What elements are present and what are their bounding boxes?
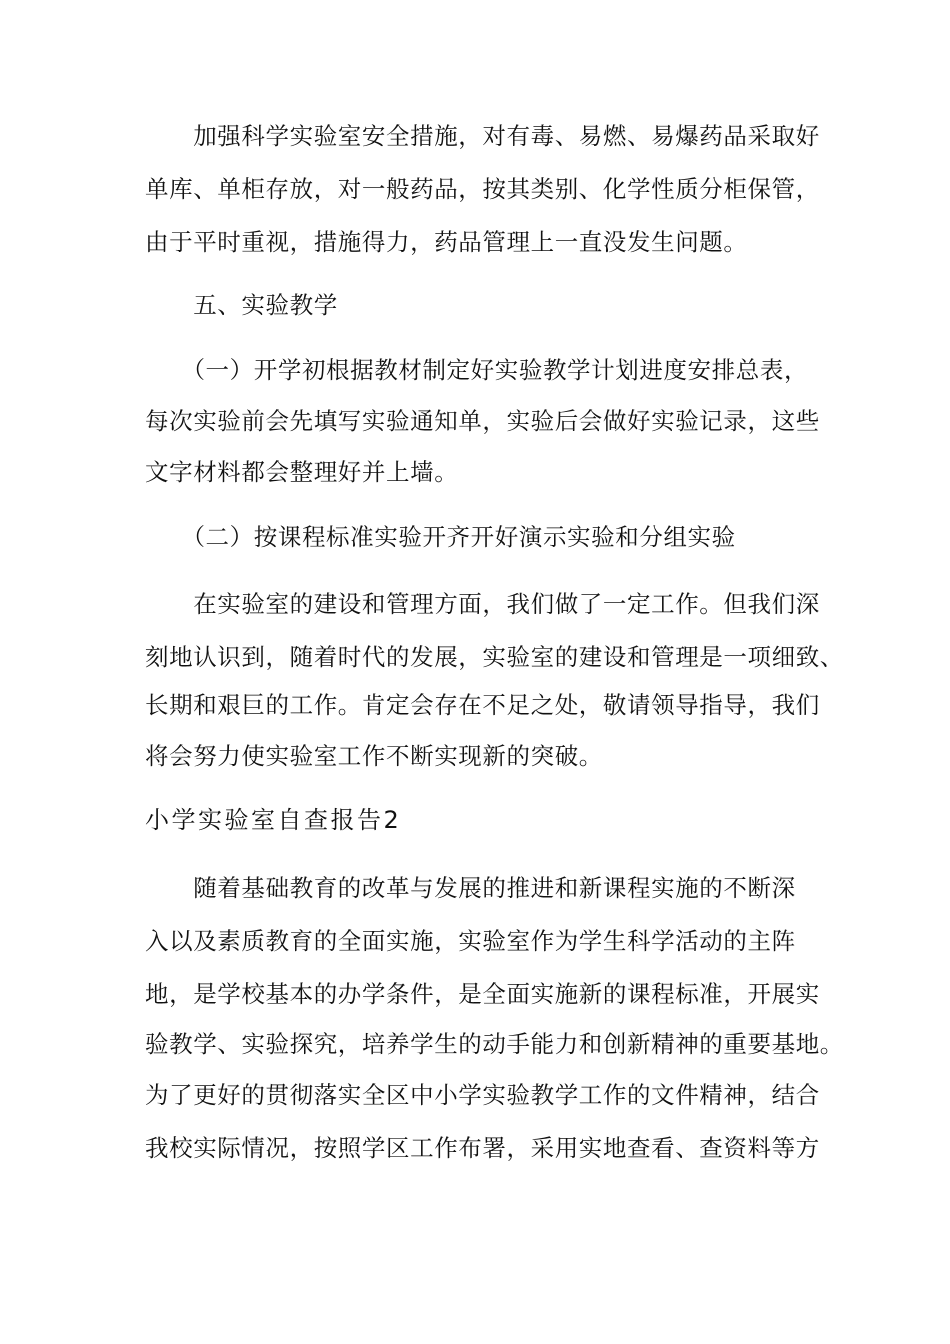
paragraph-line: 入以及素质教育的全面实施，实验室作为学生科学活动的主阵 bbox=[145, 927, 796, 955]
report-2-title: 小学实验室自查报告2 bbox=[145, 806, 402, 834]
paragraph-line: 长期和艰巨的工作。肯定会存在不足之处，敬请领导指导，我们 bbox=[145, 691, 820, 719]
paragraph-line: （一）开学初根据教材制定好实验教学计划进度安排总表， bbox=[145, 356, 809, 384]
paragraph-line: 由于平时重视，措施得力，药品管理上一直没发生问题。 bbox=[145, 228, 748, 256]
paragraph-line: 加强科学实验室安全措施，对有毒、易燃、易爆药品采取好 bbox=[145, 122, 820, 150]
paragraph-line: 为了更好的贯彻落实全区中小学实验教学工作的文件精神，结合 bbox=[145, 1081, 820, 1109]
paragraph-line: 在实验室的建设和管理方面，我们做了一定工作。但我们深 bbox=[145, 590, 820, 618]
paragraph-line: 刻地认识到，随着时代的发展，实验室的建设和管理是一项细致、 bbox=[145, 643, 844, 671]
paragraph-item-2: （二）按课程标准实验开齐开好演示实验和分组实验 bbox=[145, 523, 736, 551]
paragraph-line: 我校实际情况，按照学区工作布署，采用实地查看、查资料等方 bbox=[145, 1134, 820, 1162]
paragraph-line: 将会努力使实验室工作不断实现新的突破。 bbox=[145, 742, 603, 770]
paragraph-line: 单库、单柜存放，对一般药品，按其类别、化学性质分柜保管， bbox=[145, 175, 820, 203]
paragraph-line: 验教学、实验探究，培养学生的动手能力和创新精神的重要基地。 bbox=[145, 1030, 844, 1058]
paragraph-line: 每次实验前会先填写实验通知单，实验后会做好实验记录，这些 bbox=[145, 407, 820, 435]
paragraph-line: 随着基础教育的改革与发展的推进和新课程实施的不断深 bbox=[145, 874, 796, 902]
section-heading-experiment-teaching: 五、实验教学 bbox=[145, 291, 338, 319]
paragraph-line: 地，是学校基本的办学条件，是全面实施新的课程标准，开展实 bbox=[145, 980, 820, 1008]
paragraph-line: 文字材料都会整理好并上墙。 bbox=[145, 458, 459, 486]
